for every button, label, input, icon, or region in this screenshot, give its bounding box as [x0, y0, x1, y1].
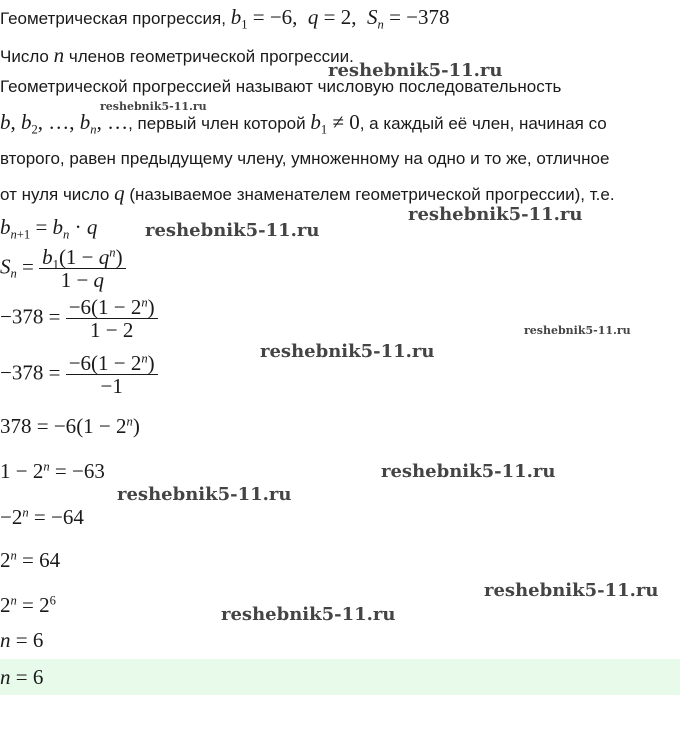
step-63: $1 - 2^n = -63$ — [0, 459, 105, 483]
substitution-step: −378 = $\frac{-6(1 - 2^n)}{1 - 2}$ — [0, 296, 158, 341]
definition-line-2: b, $b_2$, …, $b_n$, …, первый член которой $b_1 \ne 0$, а каждый её член, начиная со — [0, 110, 607, 137]
simplify-step: −378 = $\frac{-6(1 - 2^n)}{-1}$ — [0, 352, 158, 397]
step-64-neg: $-2^n = -64$ — [0, 505, 84, 529]
watermark: reshebnik5-11.ru — [484, 580, 659, 601]
final-answer: n = 6 — [0, 665, 44, 689]
watermark: reshebnik5-11.ru — [117, 484, 292, 505]
watermark: reshebnik5-11.ru — [381, 461, 556, 482]
sum-formula: $S_n$ = $\frac{b_1(1 - q^n)}{1 - q}$ — [0, 246, 126, 291]
watermark: reshebnik5-11.ru — [328, 60, 503, 81]
step-n: n = 6 — [0, 628, 44, 652]
definition-line-1: Геометрической прогрессией называют числовую последовательность — [0, 77, 562, 96]
watermark: reshebnik5-11.ru — [145, 220, 320, 241]
definition-line-4: от нуля число q (называемое знаменателем геометрической прогрессии), т.е. — [0, 181, 615, 205]
problem-header — [0, 6, 450, 30]
step-378: $378 = -6(1 - 2^n)$ — [0, 414, 140, 438]
step-power: $2^n = 2^6$ — [0, 593, 56, 617]
definition-line-3: второго, равен предыдущему члену, умноженному на одно и то же, отличное — [0, 149, 610, 168]
problem-subheader: Число n членов геометрической прогрессии. — [0, 43, 354, 67]
step-64: $2^n = 64$ — [0, 548, 61, 572]
watermark: reshebnik5-11.ru — [260, 341, 435, 362]
watermark: reshebnik5-11.ru — [100, 100, 207, 113]
header-text: Геометрическая прогрессия, — [0, 9, 226, 28]
answer-highlight — [0, 659, 680, 695]
watermark: reshebnik5-11.ru — [221, 604, 396, 625]
header-math: $b_1 = -6$, q = 2, $S_n = -378$ — [230, 5, 450, 32]
watermark: reshebnik5-11.ru — [408, 204, 583, 225]
watermark: reshebnik5-11.ru — [524, 324, 631, 337]
recurrence-formula: $b_{n+1} = b_n \cdot q$ — [0, 215, 98, 242]
